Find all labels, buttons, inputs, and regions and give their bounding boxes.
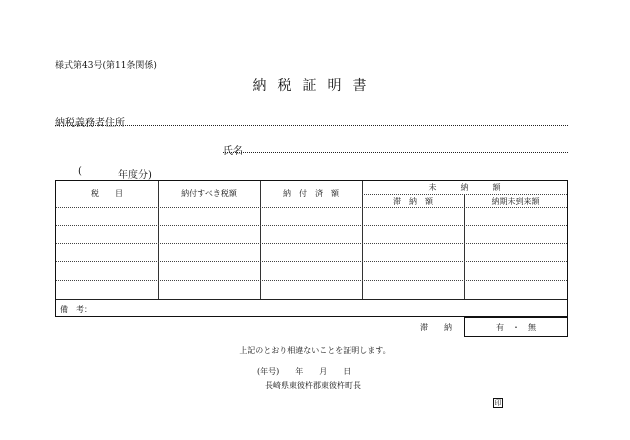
header-amount-due: 納付すべき税額 xyxy=(181,189,237,198)
delinquency-options[interactable]: 有 ・ 無 xyxy=(496,323,536,332)
remarks-label: 備 考： xyxy=(60,305,92,314)
form-number: 様式第43号(第11条関係) xyxy=(55,61,157,71)
name-field[interactable] xyxy=(223,152,568,153)
name-label: 氏名 xyxy=(223,146,243,157)
fiscal-year-label: 年度分) xyxy=(118,170,152,181)
row-divider xyxy=(56,225,567,226)
taxpayer-address-label: 納税義務者住所 xyxy=(55,118,125,129)
row-divider xyxy=(56,207,567,208)
column-divider xyxy=(464,195,465,299)
header-delinquent-amount: 滞 納 額 xyxy=(393,197,433,206)
fiscal-year-open-paren: ( xyxy=(78,166,82,177)
delinquency-label: 滞 納 xyxy=(420,323,452,332)
seal-mark: 印 xyxy=(494,399,502,407)
row-divider xyxy=(56,261,567,262)
document-title: 納税証明書 xyxy=(252,78,378,94)
unpaid-subheader-divider xyxy=(362,194,567,195)
header-amount-paid: 納 付 済 額 xyxy=(283,189,339,198)
taxpayer-address-field[interactable] xyxy=(55,125,568,126)
header-tax-item: 税 目 xyxy=(91,189,123,198)
issue-date-line: (年号) 年 月 日 xyxy=(257,367,352,376)
header-not-yet-due: 納期未到来額 xyxy=(491,197,540,206)
header-unpaid: 未 納 額 xyxy=(428,183,501,192)
certification-statement: 上記のとおり相違ないことを証明します。 xyxy=(239,346,391,355)
row-divider xyxy=(56,280,567,281)
issuer-title: 長崎県東彼杵郡東彼杵町長 xyxy=(265,381,361,390)
remarks-divider xyxy=(56,299,567,300)
row-divider xyxy=(56,243,567,244)
tax-certificate-table xyxy=(55,180,568,317)
